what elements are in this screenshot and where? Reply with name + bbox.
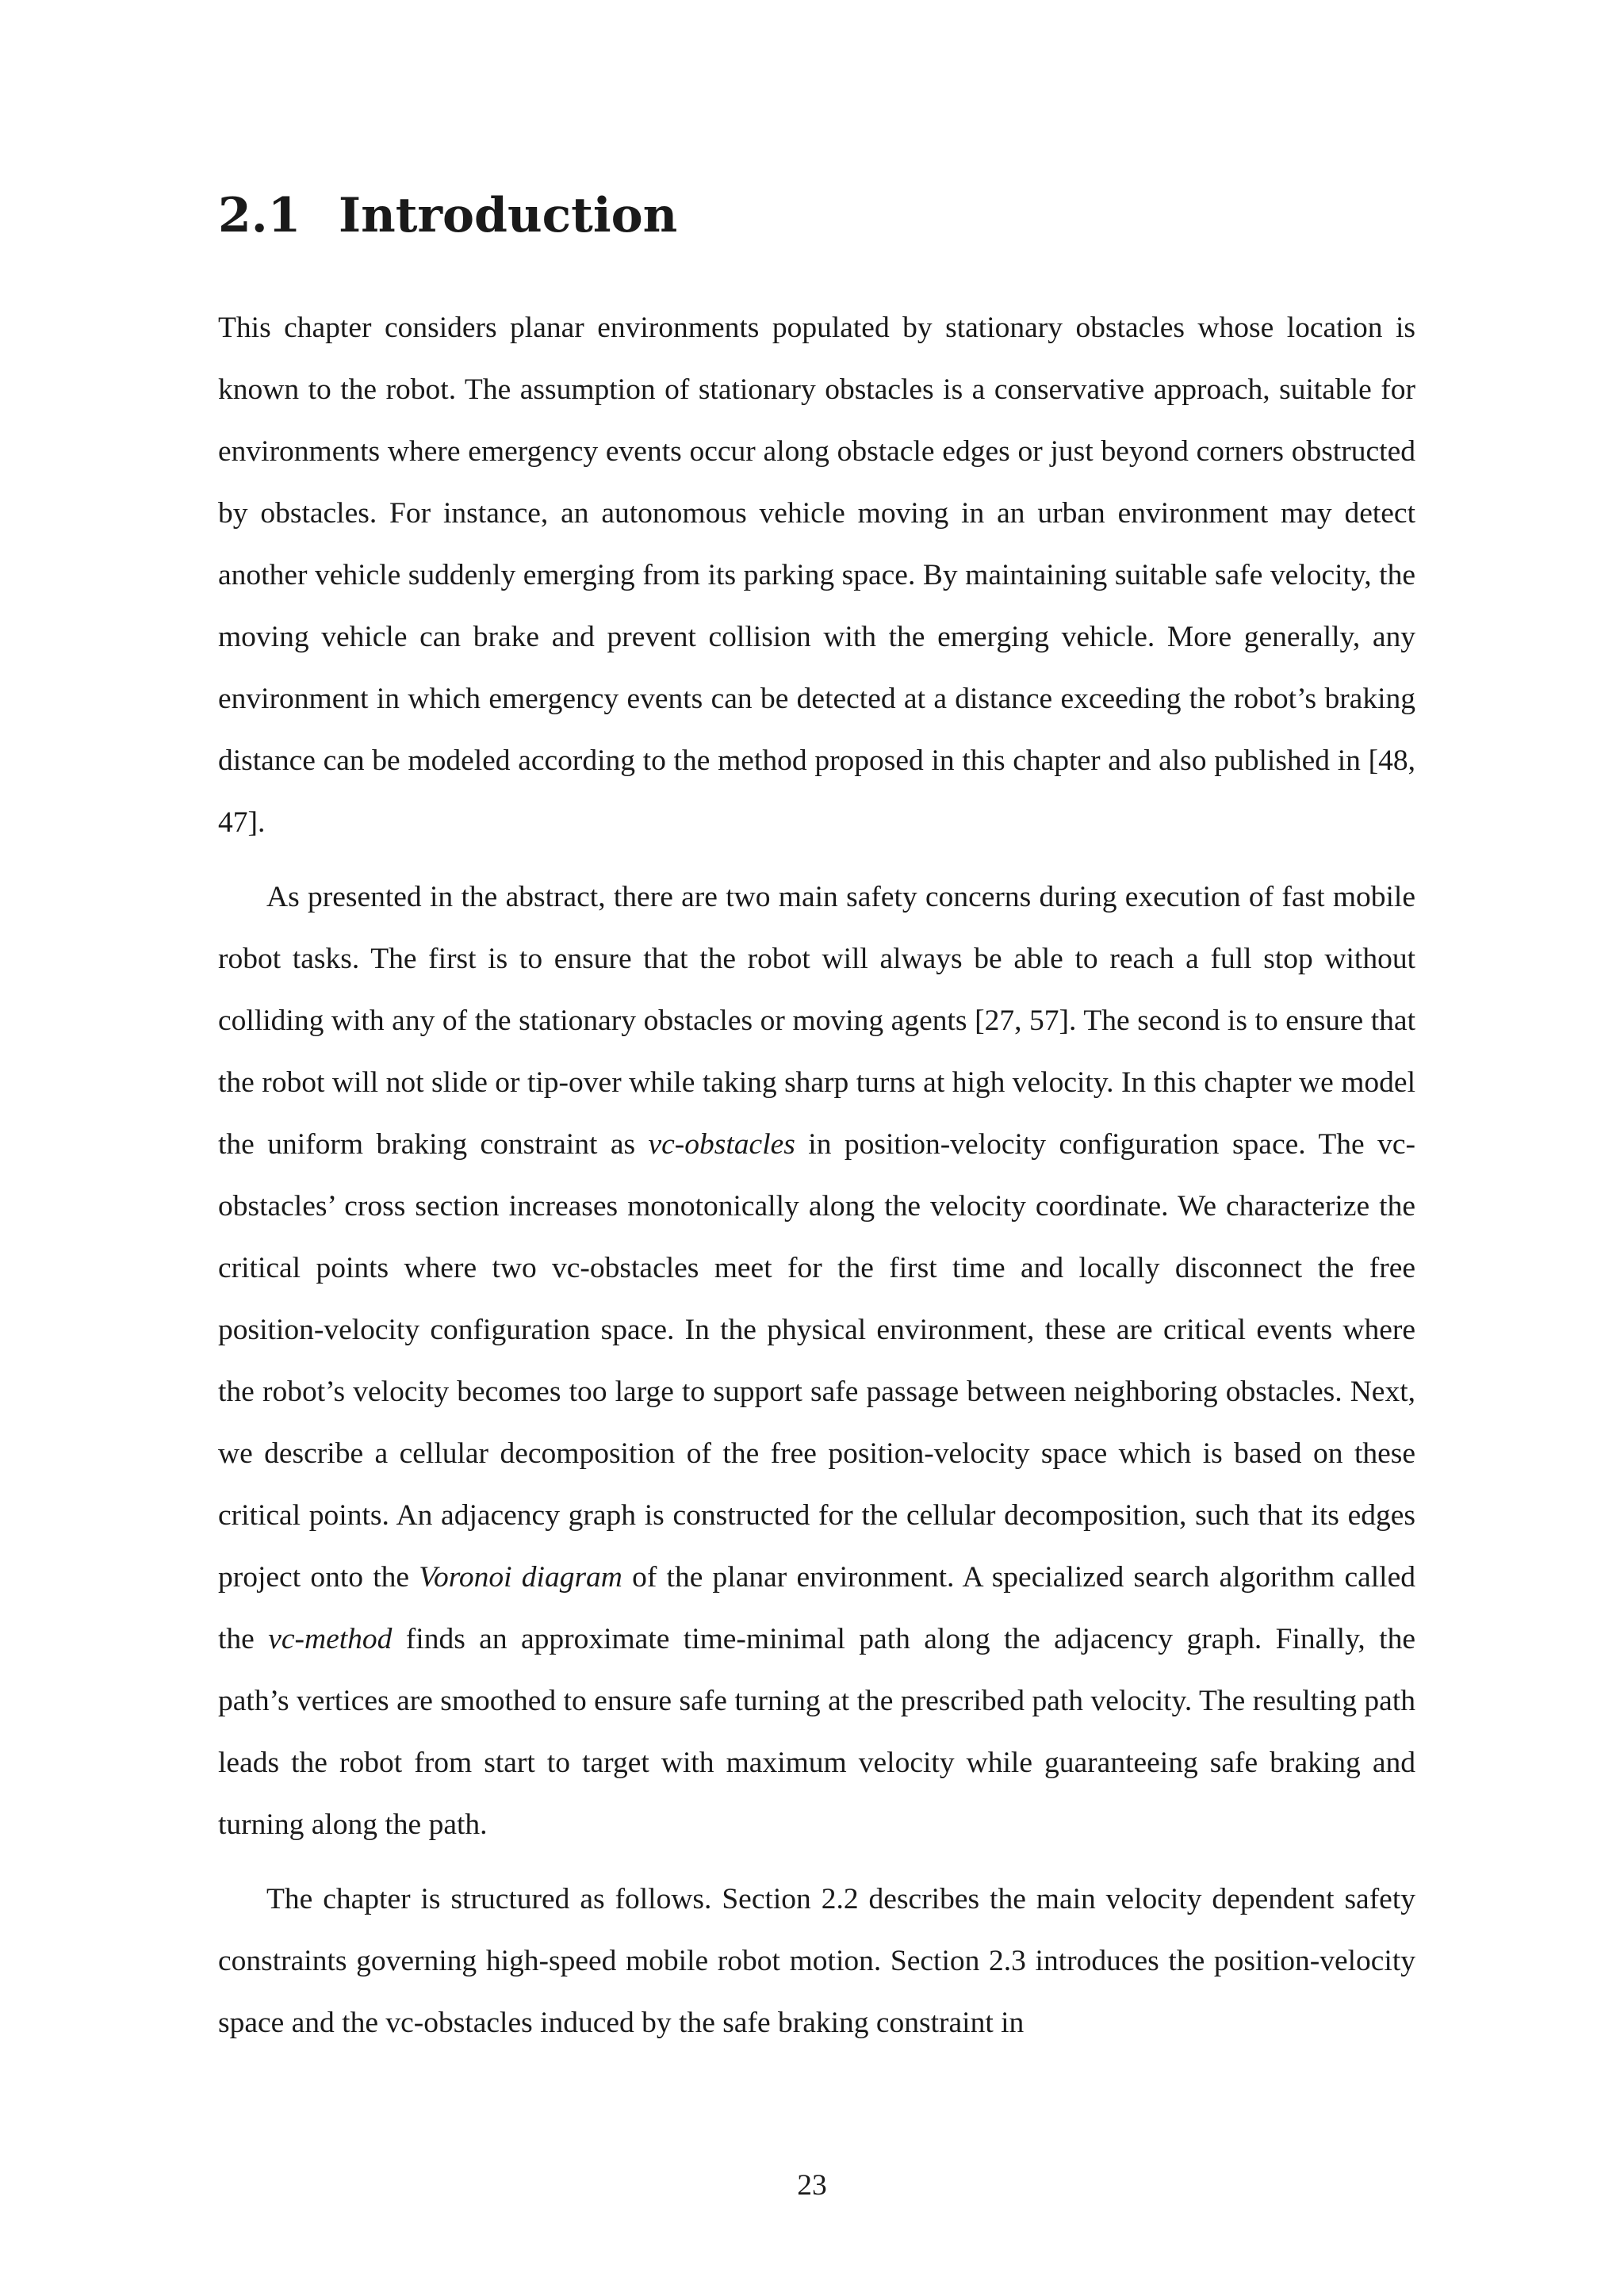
paragraph-text: This chapter considers planar environments populated by stationary obstacles whose location is known to the robot. The assumption of stationary obstacles is a conservative approach, suitable for environments where emergency events occur along obstacle edges or just beyond corners obstructed by obstacles. For instance, an autonomous vehicle moving in an urban environment may detect another vehicle suddenly emerging from its parking space. By maintaining suitable safe velocity, the moving vehicle can brake and prevent collision with the emerging vehicle. More generally, any environment in which emergency events can be detected at a distance exceeding the robot’s braking distance can be modeled according to the method proposed in this chapter and also published in [48, 47]. [218, 312, 1415, 839]
paragraph [218, 1869, 1415, 2054]
section-title: Introduction [339, 188, 678, 243]
paragraph-text: of the planar environment. A specialized search algorithm called the [218, 1561, 1415, 1655]
section-number: 2.1 [218, 188, 301, 243]
italic-term: vc-method [268, 1623, 393, 1655]
paragraph-text: finds an approximate time-minimal path along the adjacency graph. Finally, the path’s vertices are smoothed to ensure safe turning at the prescribed path velocity. The resulting path leads the robot from start to target with maximum velocity while guaranteeing safe braking and turning along the path. [218, 1623, 1415, 1841]
paragraph-text: in position-velocity configuration space. The vc-obstacles’ cross section increases monotonically along the velocity coordinate. We characterize the critical points where two vc-obstacles meet for the first time and locally disconnect the free position-velocity configuration space. In the physical environment, these are critical events where the robot’s velocity becomes too large to support safe passage between neighboring obstacles. Next, we describe a cellular decomposition of the free position-velocity space which is based on these critical points. An adjacency graph is constructed for the cellular decomposition, such that its edges project onto the [218, 1128, 1415, 1594]
body-text [218, 297, 1415, 2067]
paragraph [218, 297, 1415, 854]
italic-term: vc-obstacles [648, 1128, 795, 1161]
page-number: 23 [797, 2169, 827, 2202]
paragraph-text: As presented in the abstract, there are two main safety concerns during execution of fast mobile robot tasks. The first is to ensure that the robot will always be able to reach a full stop without colliding with any of the stationary obstacles or moving agents [27, 57]. The second is to ensure that the robot will not slide or tip-over while taking sharp turns at high velocity. In this chapter we model the uniform braking constraint as [218, 881, 1415, 1161]
paragraph [218, 867, 1415, 1856]
italic-term: Voronoi diagram [419, 1561, 622, 1594]
paragraph-text: The chapter is structured as follows. Section 2.2 describes the main velocity dependent safety constraints governing high-speed mobile robot motion. Section 2.3 introduces the position-velocity space and the vc-obstacles induced by the safe braking constraint in [218, 1883, 1415, 2039]
section-heading [218, 184, 677, 247]
